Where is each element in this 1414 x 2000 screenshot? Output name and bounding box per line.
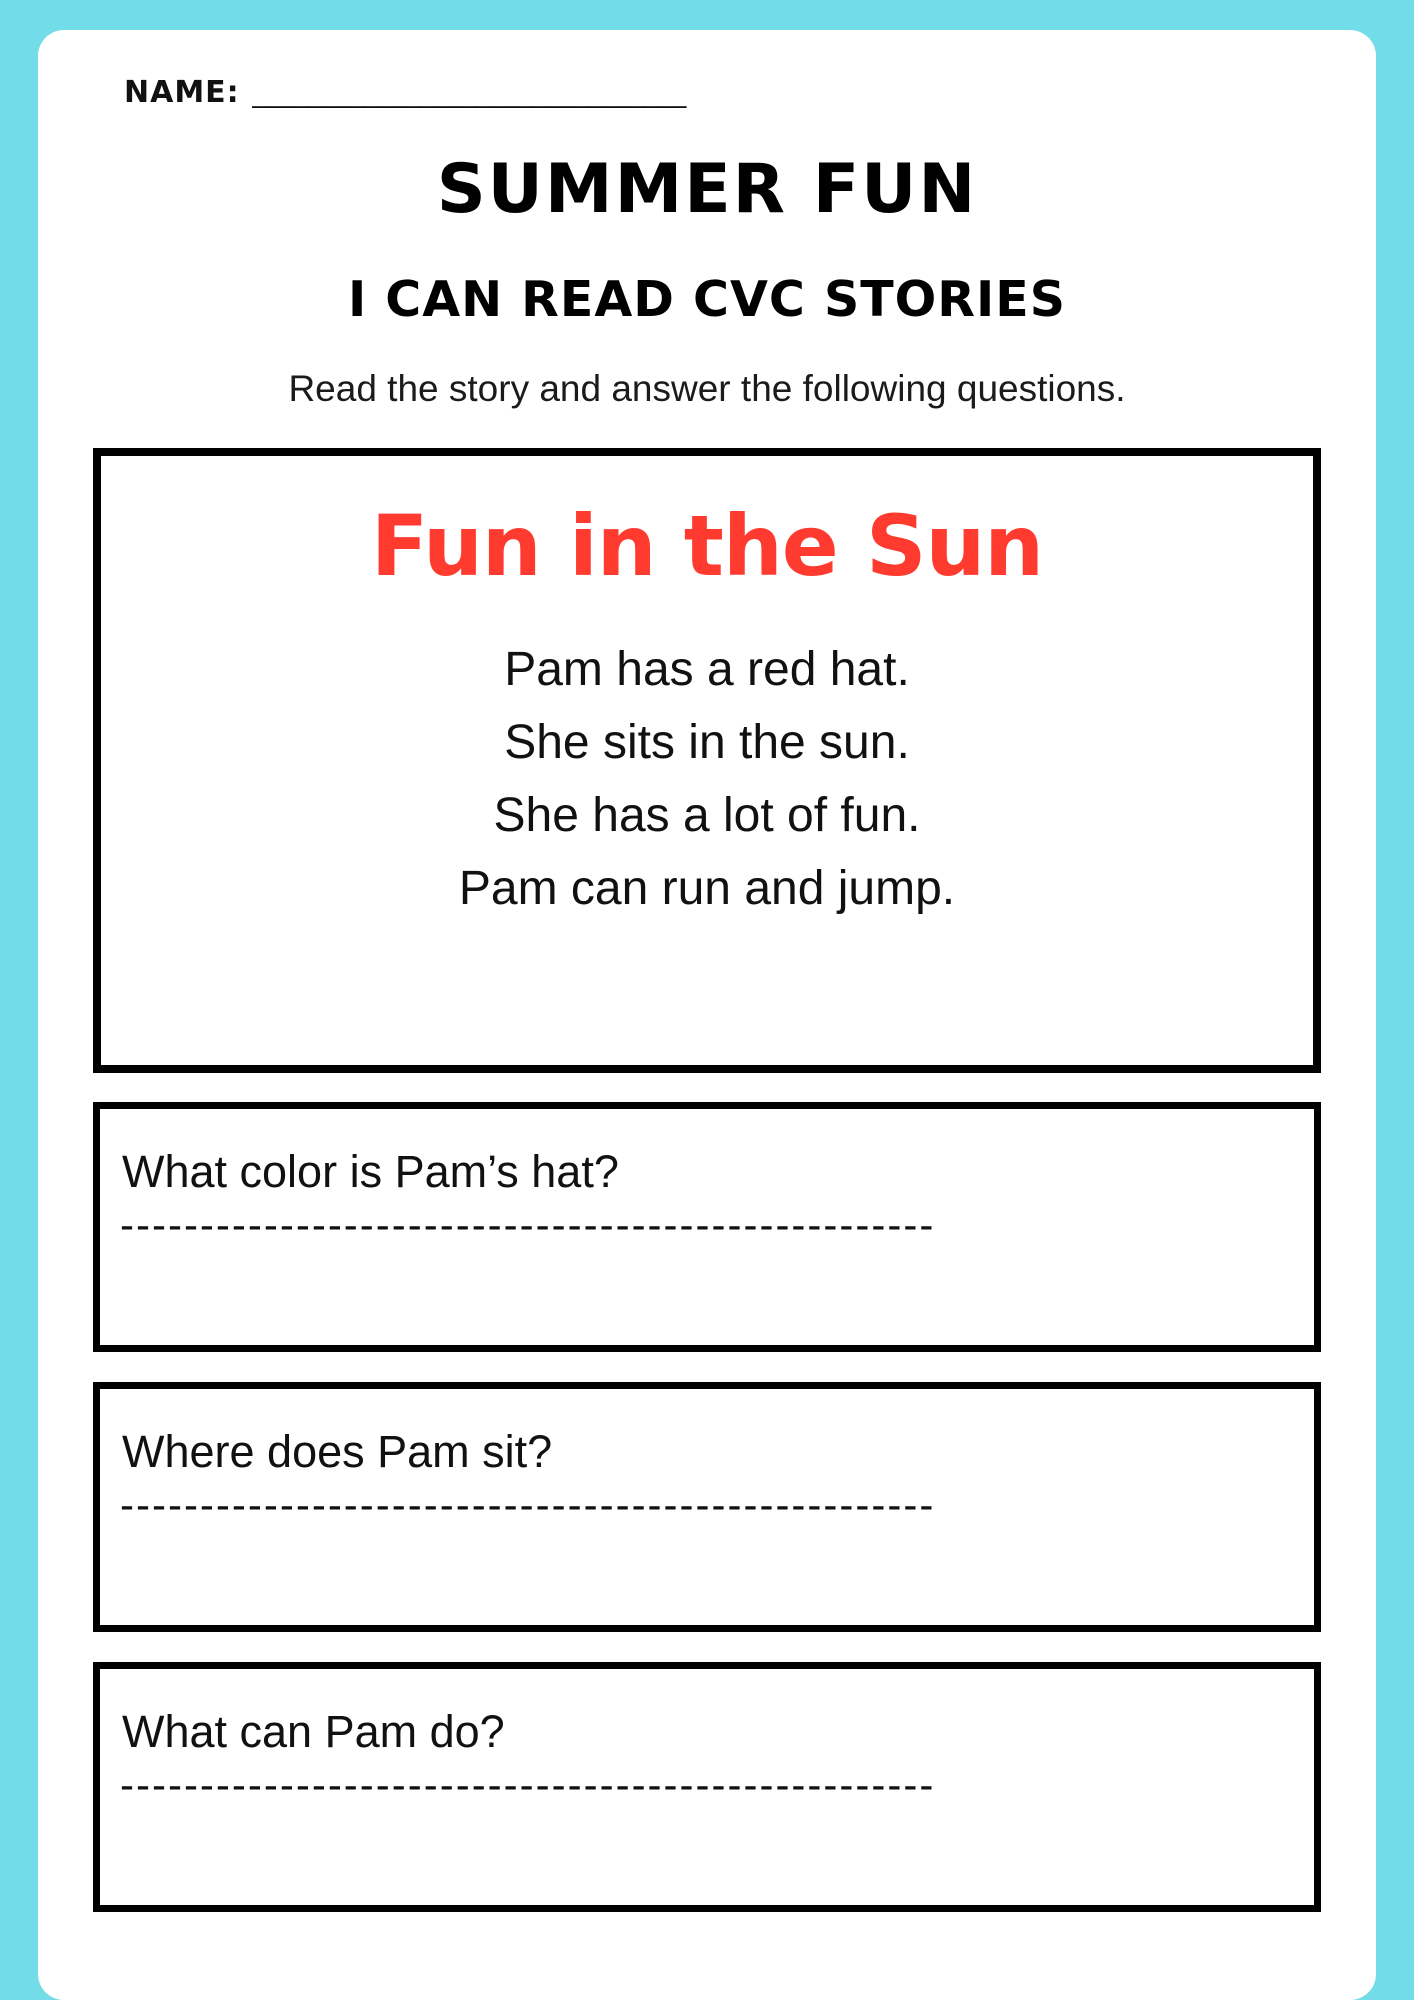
name-label: NAME: xyxy=(124,75,240,110)
name-blank-line[interactable]: _______________________________ xyxy=(251,78,686,108)
question-prompt: Where does Pam sit? xyxy=(122,1426,553,1477)
answer-line[interactable]: --------------------------------------------------- xyxy=(120,1204,936,1246)
name-row xyxy=(124,75,982,110)
story-title: Fun in the Sun xyxy=(370,497,1044,595)
worksheet-title: SUMMER FUN xyxy=(436,150,978,229)
question-box-1 xyxy=(93,1102,1321,1352)
story-line: Pam has a red hat. xyxy=(504,643,910,696)
story-line: Pam can run and jump. xyxy=(458,861,956,915)
question-prompt: What color is Pam’s hat? xyxy=(122,1146,619,1197)
question-prompt: What can Pam do? xyxy=(122,1706,505,1757)
worksheet-sheet xyxy=(38,30,1376,2000)
worksheet-instructions: Read the story and answer the following questions. xyxy=(288,368,1126,409)
answer-line[interactable]: --------------------------------------------------- xyxy=(120,1764,936,1806)
question-box-2 xyxy=(93,1382,1321,1632)
worksheet-subtitle: I CAN READ CVC STORIES xyxy=(347,271,1067,328)
question-box-3 xyxy=(93,1662,1321,1912)
story-lines xyxy=(101,634,1313,926)
answer-line[interactable]: --------------------------------------------------- xyxy=(120,1484,936,1526)
story-line: She sits in the sun. xyxy=(504,715,910,769)
story-line: She has a lot of fun. xyxy=(493,788,921,842)
story-box xyxy=(93,448,1321,1073)
